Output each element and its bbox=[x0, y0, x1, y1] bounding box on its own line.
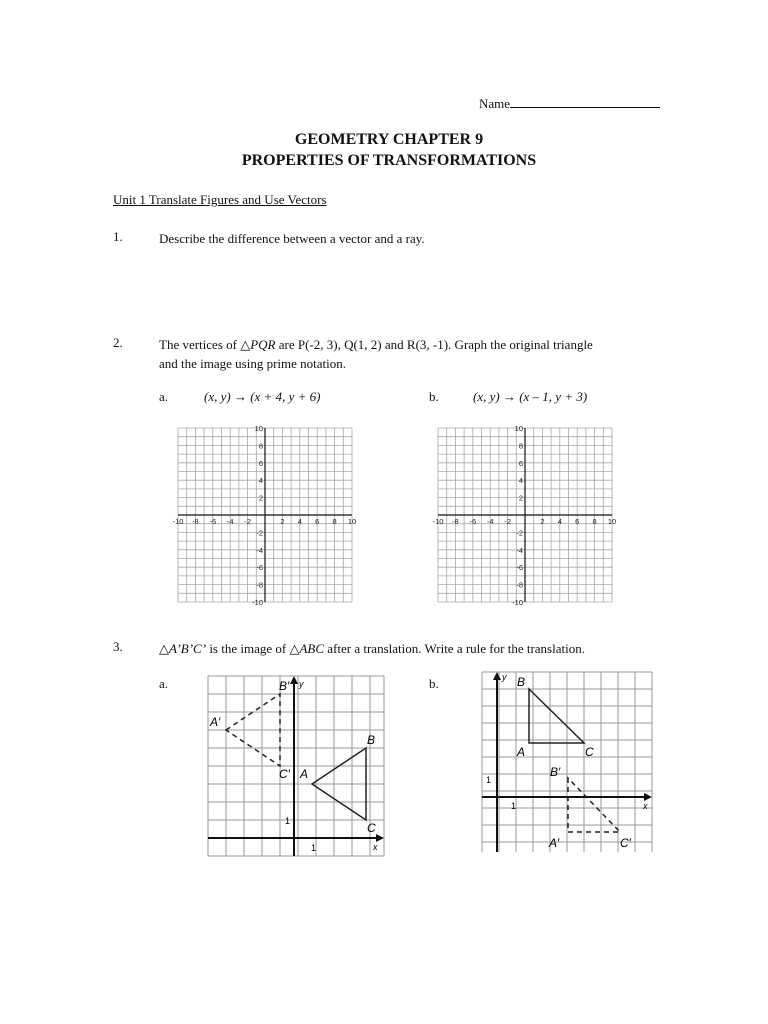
q2-triangle: △PQR bbox=[240, 337, 276, 352]
label-one-x: 1 bbox=[311, 843, 317, 853]
y-tick-label: 6 bbox=[258, 458, 263, 468]
y-tick-label: -6 bbox=[516, 563, 523, 573]
translation-graph-b bbox=[480, 670, 655, 854]
label-c: C bbox=[585, 745, 594, 759]
page-title: GEOMETRY CHAPTER 9 bbox=[294, 131, 484, 148]
q2-part-b-rule: (x, y) → (x – 1, y + 3) bbox=[473, 389, 588, 404]
q3-triangle: △ABC bbox=[289, 641, 325, 656]
label-a-prime: A′ bbox=[210, 715, 221, 729]
triangle-image bbox=[568, 778, 620, 832]
y-tick-label: 2 bbox=[258, 493, 263, 503]
label-a-prime: A′ bbox=[549, 836, 560, 850]
x-tick-label: -10 bbox=[432, 517, 444, 526]
label-a: A bbox=[517, 745, 526, 759]
label-c: C bbox=[367, 821, 376, 835]
x-tick-label: -10 bbox=[172, 517, 184, 526]
x-axis-arrow bbox=[644, 793, 652, 801]
label-one-y: 1 bbox=[486, 775, 492, 785]
x-tick-label: -8 bbox=[192, 517, 199, 526]
y-tick-label: -8 bbox=[516, 580, 523, 590]
y-tick-label: 2 bbox=[518, 493, 523, 503]
x-tick-label: -4 bbox=[226, 517, 234, 526]
q2-text-prefix: The vertices of bbox=[159, 337, 241, 352]
label-x: x bbox=[643, 801, 648, 811]
page-subtitle: PROPERTIES OF TRANSFORMATIONS bbox=[241, 152, 537, 169]
name-blank-line bbox=[510, 94, 660, 108]
y-axis-arrow bbox=[493, 672, 501, 680]
x-tick-label: 10 bbox=[347, 517, 357, 526]
label-b-prime: B′ bbox=[279, 679, 290, 693]
x-tick-label: -2 bbox=[504, 517, 511, 526]
x-tick-label: 2 bbox=[540, 517, 545, 526]
y-tick-label: -4 bbox=[516, 545, 523, 555]
x-tick-label: -4 bbox=[486, 517, 494, 526]
q2-text-mid: are P(-2, 3), Q(1, 2) and R(3, -1). Graph the original triangle bbox=[275, 337, 593, 352]
y-tick-label: -2 bbox=[256, 528, 263, 538]
q3-number: 3. bbox=[113, 639, 123, 654]
y-tick-label: -4 bbox=[256, 545, 263, 555]
x-tick-label: 6 bbox=[575, 517, 580, 526]
coordinate-grid-a bbox=[170, 422, 360, 614]
y-tick-label: 6 bbox=[518, 458, 523, 468]
q2-part-b-label: b. bbox=[429, 389, 439, 404]
label-b: B bbox=[367, 733, 376, 747]
label-c-prime: C′ bbox=[279, 767, 290, 781]
x-tick-label: 2 bbox=[280, 517, 285, 526]
q2-text bbox=[159, 335, 679, 373]
label-b-prime: B′ bbox=[550, 765, 561, 779]
q3-text-mid: is the image of bbox=[206, 641, 290, 656]
name-field bbox=[479, 94, 660, 112]
label-b: B bbox=[517, 675, 526, 689]
label-one-y: 1 bbox=[285, 816, 291, 826]
y-tick-label: -2 bbox=[516, 528, 523, 538]
q3-part-a-label: a. bbox=[159, 676, 169, 691]
q2-text-line2: and the image using prime notation. bbox=[159, 356, 347, 371]
q3-image-triangle: △A’B’C’ bbox=[159, 641, 207, 656]
y-tick-label: 4 bbox=[518, 476, 523, 486]
label-a: A bbox=[300, 767, 309, 781]
x-tick-label: -8 bbox=[452, 517, 459, 526]
x-tick-label: 6 bbox=[315, 517, 320, 526]
x-tick-label: -6 bbox=[209, 517, 217, 526]
grid-lines bbox=[208, 676, 384, 856]
q3-text bbox=[159, 639, 585, 658]
y-tick-label: -6 bbox=[256, 563, 263, 573]
y-tick-label: -8 bbox=[256, 580, 263, 590]
q3-part-b-label: b. bbox=[429, 676, 439, 691]
x-tick-label: 10 bbox=[607, 517, 617, 526]
y-tick-label: 10 bbox=[254, 424, 263, 433]
y-tick-label: 8 bbox=[518, 441, 523, 451]
q3-text-suffix: after a translation. Write a rule for the translation. bbox=[324, 641, 585, 656]
grid-lines bbox=[482, 672, 652, 852]
x-tick-label: -6 bbox=[469, 517, 477, 526]
label-y: y bbox=[502, 672, 507, 682]
label-c-prime: C′ bbox=[620, 836, 631, 850]
x-tick-label: 8 bbox=[592, 517, 597, 526]
name-label: Name bbox=[479, 96, 511, 111]
y-tick-label: -10 bbox=[512, 598, 523, 607]
label-one-x: 1 bbox=[511, 801, 517, 811]
q2-part-a-label: a. bbox=[159, 389, 169, 404]
label-y: y bbox=[299, 679, 304, 689]
y-tick-label: 8 bbox=[258, 441, 263, 451]
x-tick-label: 4 bbox=[297, 517, 302, 526]
q2-part-a-rule: (x, y) → (x + 4, y + 6) bbox=[204, 389, 321, 404]
q2-number: 2. bbox=[113, 335, 123, 350]
coordinate-grid-b bbox=[430, 422, 620, 614]
unit-heading: Unit 1 Translate Figures and Use Vectors bbox=[113, 192, 327, 207]
x-tick-label: 8 bbox=[332, 517, 337, 526]
y-axis-arrow bbox=[290, 676, 298, 684]
x-tick-label: -2 bbox=[244, 517, 251, 526]
translation-graph-a bbox=[206, 674, 386, 858]
x-axis-arrow bbox=[376, 834, 384, 842]
x-tick-label: 4 bbox=[557, 517, 562, 526]
q1-number: 1. bbox=[113, 229, 123, 244]
y-tick-label: 10 bbox=[514, 424, 523, 433]
y-tick-label: -10 bbox=[252, 598, 263, 607]
label-x: x bbox=[373, 842, 378, 852]
y-tick-label: 4 bbox=[258, 476, 263, 486]
triangle-abc bbox=[529, 689, 584, 743]
q1-text: Describe the difference between a vector and a ray. bbox=[159, 231, 425, 246]
